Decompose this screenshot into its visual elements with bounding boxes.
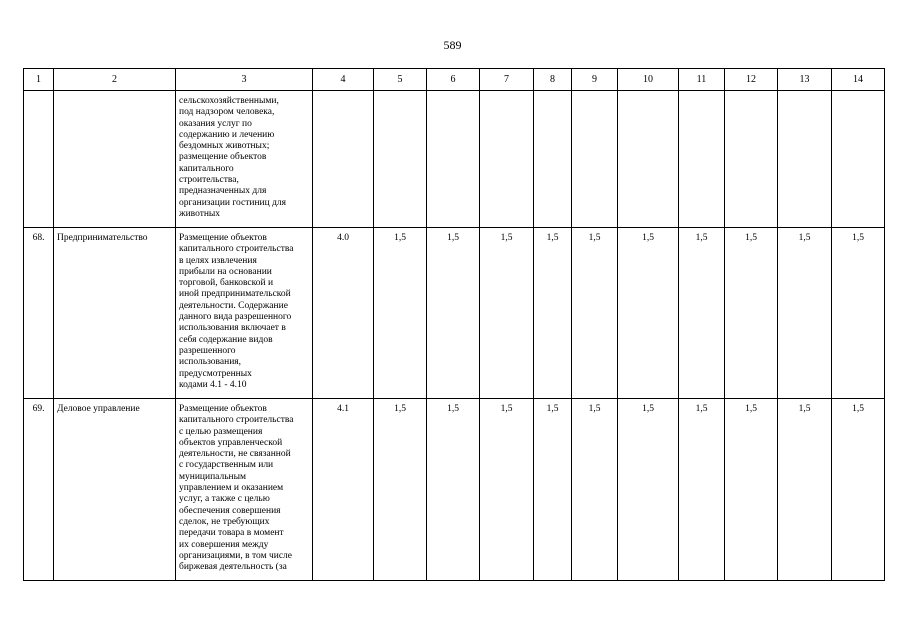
value	[679, 91, 724, 99]
value-cell	[572, 399, 618, 581]
column-header: 5	[374, 69, 427, 91]
value: 1,5	[852, 233, 864, 243]
column-header: 7	[480, 69, 534, 91]
use-name-cell	[54, 91, 176, 228]
use-description: Размещение объектов капитального строительства в целях извлечения прибыли на основании торговой, банковской и иной предпринимательской деятельности. Содержание данного вида разрешенного использования включает в себя содержание видов разрешенного использования, предусмотренных кодами 4.1 - 4.10	[179, 233, 294, 390]
value-cell	[480, 228, 534, 399]
value-cell	[778, 228, 832, 399]
value-cell	[427, 228, 480, 399]
value: 1,5	[394, 233, 406, 243]
value: 1,5	[695, 233, 708, 243]
value: 1,5	[500, 404, 513, 414]
value-cell	[618, 91, 679, 228]
column-header: 4	[313, 69, 374, 91]
column-header: 8	[534, 69, 572, 91]
column-header: 13	[778, 69, 832, 91]
value: 1,5	[798, 233, 811, 243]
value: 1,5	[588, 233, 601, 243]
use-description-cell	[176, 228, 313, 399]
value: 1,5	[588, 404, 601, 414]
use-name	[54, 91, 175, 99]
value-cell	[618, 399, 679, 581]
table-row	[24, 91, 885, 228]
value-cell	[679, 91, 725, 228]
value: 1,5	[745, 404, 757, 414]
value-cell	[725, 399, 778, 581]
value-cell	[725, 91, 778, 228]
value-cell	[572, 91, 618, 228]
column-header: 10	[618, 69, 679, 91]
value	[480, 91, 533, 99]
value-cell	[534, 399, 572, 581]
column-header: 9	[572, 69, 618, 91]
value-cell	[778, 399, 832, 581]
use-code-cell	[313, 91, 374, 228]
use-name-cell	[54, 399, 176, 581]
value-cell	[725, 228, 778, 399]
zoning-table	[23, 68, 885, 581]
row-number	[24, 91, 53, 99]
value-cell	[572, 228, 618, 399]
column-header: 2	[54, 69, 176, 91]
use-description-cell	[176, 399, 313, 581]
value	[618, 91, 678, 99]
value-cell	[534, 228, 572, 399]
value-cell	[832, 228, 885, 399]
value-cell	[534, 91, 572, 228]
value: 1,5	[745, 233, 757, 243]
value	[374, 91, 426, 99]
value-cell	[427, 91, 480, 228]
use-name: Деловое управление	[57, 404, 140, 414]
page-number: 589	[443, 38, 462, 52]
use-code	[313, 91, 373, 99]
use-description: сельскохозяйственными, под надзором человека, оказания услуг по содержанию и лечению бездомных животных; размещение объектов капитального строительства, предназначенных для организации гостиниц для животных	[179, 96, 287, 219]
use-code: 4.0	[337, 233, 349, 243]
value: 1,5	[500, 233, 513, 243]
value	[778, 91, 831, 99]
column-header: 3	[176, 69, 313, 91]
value-cell	[480, 399, 534, 581]
value: 1,5	[546, 233, 559, 243]
column-header: 6	[427, 69, 480, 91]
value	[427, 91, 479, 99]
use-description-cell	[176, 91, 313, 228]
row-number-cell	[24, 228, 54, 399]
row-number: 69.	[32, 404, 45, 414]
value: 1,5	[695, 404, 708, 414]
value-cell	[679, 228, 725, 399]
value-cell	[618, 228, 679, 399]
table-row	[24, 228, 885, 399]
row-number-cell	[24, 91, 54, 228]
value-cell	[832, 399, 885, 581]
column-header: 11	[679, 69, 725, 91]
column-header: 14	[832, 69, 885, 91]
column-header: 12	[725, 69, 778, 91]
use-name-cell	[54, 228, 176, 399]
use-description: Размещение объектов капитального строительства с целью размещения объектов управленческой деятельности, не связанной с государственным или муниципальным управлением и оказанием услуг, а также с целью обеспечения совершения сделок, не требующих передачи товара в момент их совершения между организациями, в том числе биржевая деятельность (за	[179, 404, 294, 573]
value: 1,5	[642, 233, 654, 243]
use-name: Предпринимательство	[57, 233, 148, 243]
value-cell	[778, 91, 832, 228]
value-cell	[374, 399, 427, 581]
value-cell	[832, 91, 885, 228]
table-header-row	[24, 69, 885, 91]
table-row	[24, 399, 885, 581]
value	[572, 91, 617, 99]
value: 1,5	[447, 233, 459, 243]
value: 1,5	[447, 404, 459, 414]
value-cell	[374, 228, 427, 399]
value-cell	[679, 399, 725, 581]
value: 1,5	[852, 404, 864, 414]
column-header: 1	[24, 69, 54, 91]
row-number: 68.	[32, 233, 45, 243]
value: 1,5	[642, 404, 654, 414]
value: 1,5	[394, 404, 406, 414]
value	[832, 91, 884, 99]
value	[725, 91, 777, 99]
use-code-cell	[313, 228, 374, 399]
use-code-cell	[313, 399, 374, 581]
value	[534, 91, 571, 99]
value: 1,5	[546, 404, 559, 414]
value-cell	[374, 91, 427, 228]
value: 1,5	[798, 404, 811, 414]
value-cell	[427, 399, 480, 581]
row-number-cell	[24, 399, 54, 581]
use-code: 4.1	[337, 404, 349, 414]
value-cell	[480, 91, 534, 228]
